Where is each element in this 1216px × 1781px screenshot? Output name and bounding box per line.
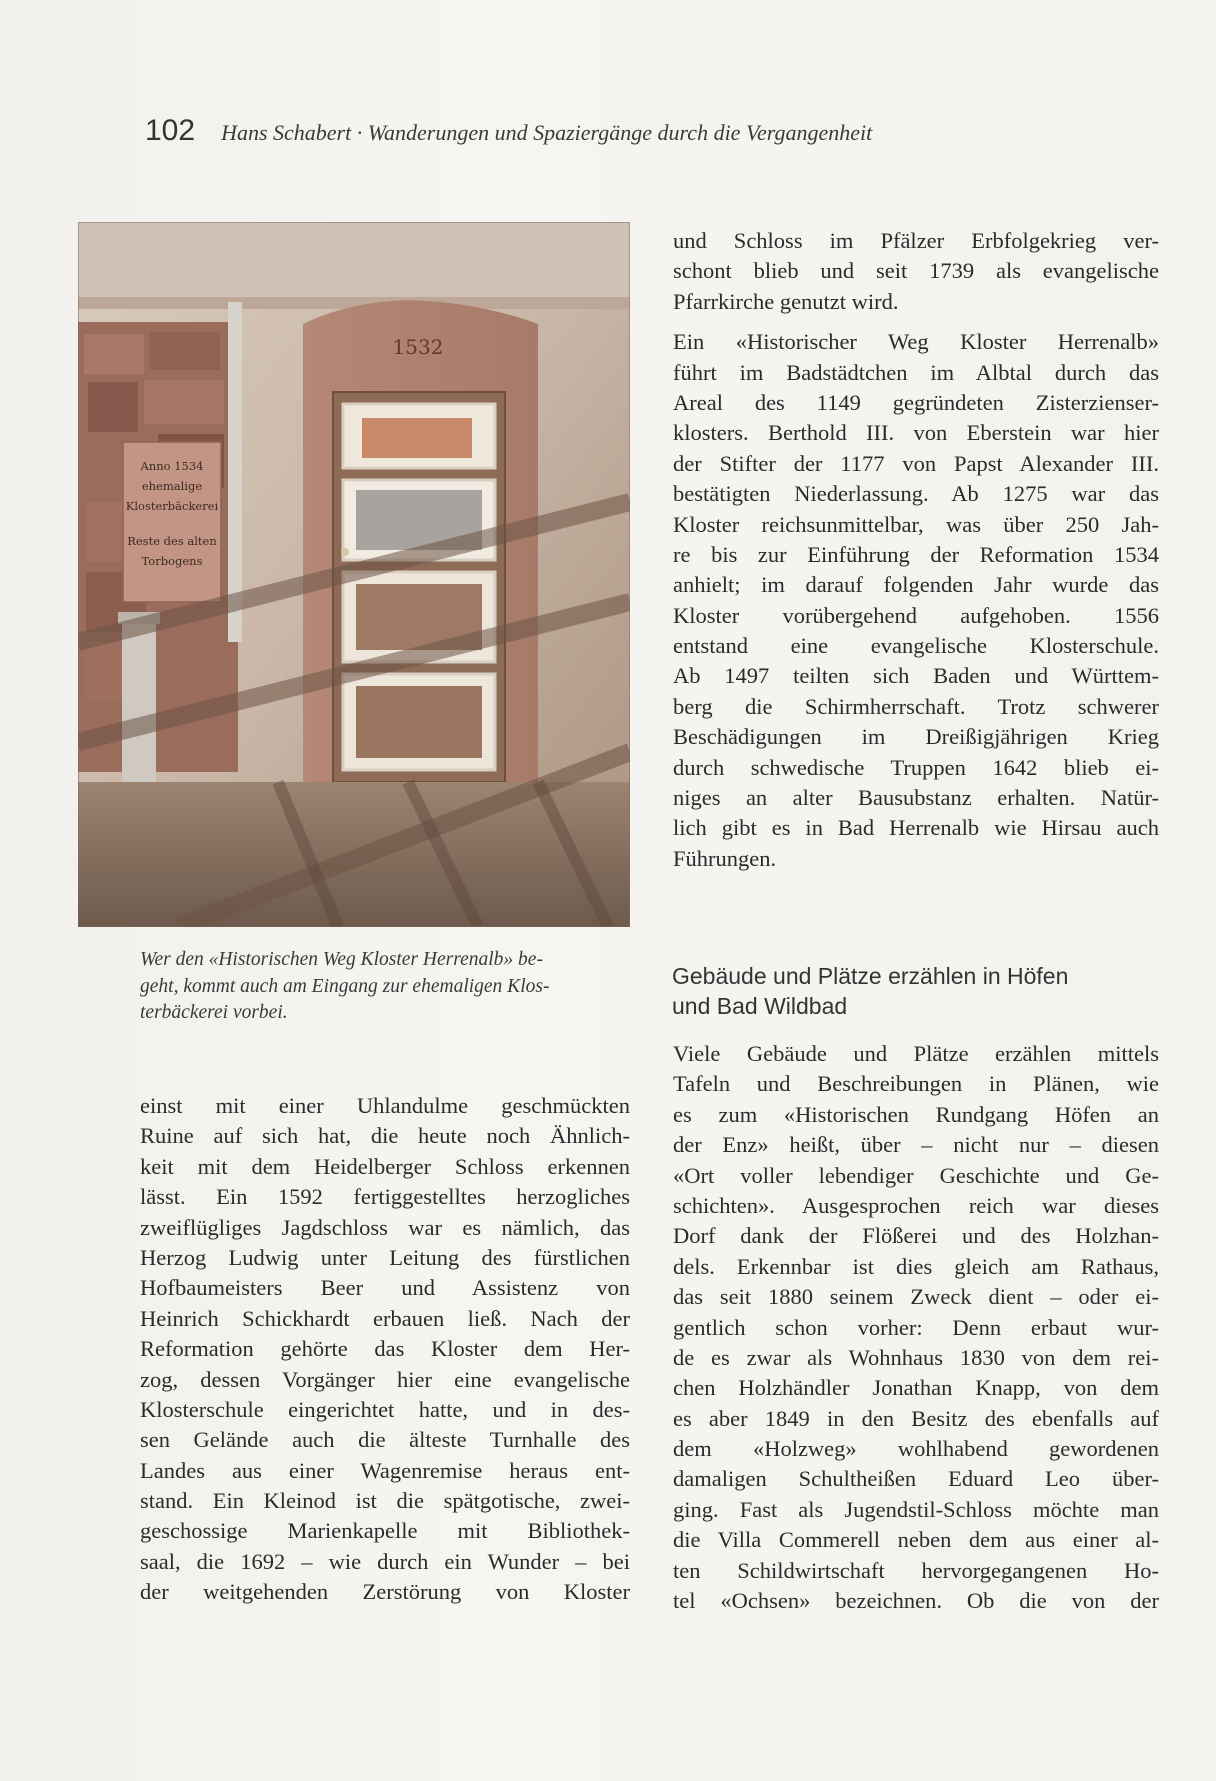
running-head: Hans Schabert · Wanderungen und Spaziergänge durch die Vergangenheit [221, 120, 873, 145]
sign-line-4: Reste des alten [127, 534, 217, 548]
text-line: re bis zur Einführung der Reformation 1534 [673, 541, 1159, 567]
heading-line: Gebäude und Plätze erzählen in Höfen [672, 963, 1069, 989]
text-line: Ruine auf sich hat, die heute noch Ähnlich- [140, 1123, 630, 1149]
text-line: lässt. Ein 1592 fertiggestelltes herzogliches [140, 1184, 630, 1210]
text-line: tel «Ochsen» bezeichnen. Ob die von der [673, 1588, 1159, 1614]
text-line: einst mit einer Uhlandulme geschmückten [140, 1093, 630, 1118]
text-line: schont blieb und seit 1739 als evangelische [673, 258, 1159, 284]
text-line: anhielt; im darauf folgenden Jahr wurde das [673, 572, 1159, 598]
caption-line: terbäckerei vorbei. [140, 1002, 288, 1023]
text-line: die Villa Commerell neben dem aus einer al- [673, 1527, 1159, 1553]
text-line: Hofbaumeisters Beer und Assistenz von [140, 1275, 630, 1301]
text-line: Beschädigungen im Dreißigjährigen Krieg [673, 724, 1159, 750]
text-line: «Ort voller lebendiger Geschichte und Ge- [673, 1162, 1159, 1188]
text-line: es zum «Historischen Rundgang Höfen an [673, 1101, 1159, 1127]
text-line: Reformation gehörte das Kloster dem Her- [140, 1336, 630, 1362]
text-line: der Stifter der 1177 von Papst Alexander III. [673, 450, 1159, 476]
text-line: Viele Gebäude und Plätze erzählen mittels [673, 1041, 1159, 1066]
left-column-text [140, 1091, 630, 1608]
heading-line: und Bad Wildbad [672, 993, 848, 1020]
section-heading [672, 962, 1162, 1023]
text-line: Kloster vorübergehend aufgehoben. 1556 [673, 602, 1159, 628]
right-column-text-upper [673, 226, 1159, 874]
text-line: schichten». Ausgesprochen reich war dieses [673, 1192, 1159, 1218]
text-line: entstand eine evangelische Klosterschule. [673, 633, 1159, 659]
text-line: Dorf dank der Flößerei und des Holzhan- [673, 1223, 1159, 1249]
text-line: niges an alter Bausubstanz erhalten. Natür- [673, 785, 1159, 811]
caption-line: Wer den «Historischen Weg Kloster Herrenalb» be- [140, 949, 543, 970]
text-line: der Enz» heißt, über – nicht nur – diesen [673, 1132, 1159, 1158]
text-line: das seit 1880 seinem Zweck dient – oder ei- [673, 1284, 1159, 1310]
caption-line: geht, kommt auch am Eingang zur ehemaligen Klos- [140, 975, 550, 997]
text-line: der weitgehenden Zerstörung von Kloster [140, 1579, 630, 1605]
text-line: Ein «Historischer Weg Kloster Herrenalb» [673, 329, 1159, 355]
right-column-text-lower [673, 1039, 1159, 1616]
text-line: berg die Schirmherrschaft. Trotz schwerer [673, 693, 1159, 719]
text-line: Führungen. [673, 845, 777, 871]
sign-line-5: Torbogens [141, 554, 203, 568]
text-line: geschossige Marienkapelle mit Bibliothek- [140, 1518, 630, 1544]
text-line: durch schwedische Truppen 1642 blieb ei- [673, 754, 1159, 780]
text-line: und Schloss im Pfälzer Erbfolgekrieg ver- [673, 228, 1159, 253]
text-line: es aber 1849 in den Besitz des ebenfalls auf [673, 1405, 1159, 1431]
text-line: keit mit dem Heidelberger Schloss erkennen [140, 1153, 630, 1179]
sign-line-2: ehemalige [141, 479, 203, 493]
text-line: chen Holzhändler Jonathan Knapp, von dem [673, 1375, 1159, 1401]
text-line: ging. Fast als Jugendstil-Schloss möchte man [673, 1496, 1159, 1522]
text-line: Tafeln und Beschreibungen in Plänen, wie [673, 1071, 1159, 1097]
text-line: lich gibt es in Bad Herrenalb wie Hirsau auch [673, 815, 1159, 841]
text-line: dem «Holzweg» wohlhabend gewordenen [673, 1436, 1159, 1462]
text-line: stand. Ein Kleinod ist die spätgotische, zwei- [140, 1488, 630, 1514]
door-year: 1532 [392, 335, 444, 359]
text-line: Herzog Ludwig unter Leitung des fürstlichen [140, 1244, 630, 1270]
text-line: zweiflügliges Jagdschloss war es nämlich, das [140, 1214, 630, 1240]
text-line: Kloster reichsunmittelbar, was über 250 Jah- [673, 511, 1159, 537]
text-line: führt im Badstädtchen im Albtal durch das [673, 359, 1159, 385]
text-line: zog, dessen Vorgänger hier eine evangelische [140, 1366, 630, 1392]
text-line: klosters. Berthold III. von Eberstein war hier [673, 420, 1159, 446]
text-line: Klosterschule eingerichtet hatte, und in des- [140, 1396, 630, 1422]
text-line: Pfarrkirche genutzt wird. [673, 288, 899, 314]
page-header [145, 114, 1045, 154]
sign-line-1: Anno 1534 [140, 459, 204, 473]
page-number: 102 [145, 114, 196, 147]
photo-caption [140, 947, 630, 1027]
text-line: bestätigten Niederlassung. Ab 1275 war das [673, 481, 1159, 507]
text-line: saal, die 1692 – wie durch ein Wunder – bei [140, 1548, 630, 1574]
text-line: Areal des 1149 gegründeten Zisterzienser- [673, 389, 1159, 415]
text-line: de es zwar als Wohnhaus 1830 von dem rei- [673, 1344, 1159, 1370]
text-line: ten Schildwirtschaft hervorgegangenen Ho- [673, 1557, 1159, 1583]
text-line: Heinrich Schickhardt erbauen ließ. Nach der [140, 1305, 630, 1331]
text-line: Ab 1497 teilten sich Baden und Württem- [673, 663, 1159, 689]
text-line: damaligen Schultheißen Eduard Leo über- [673, 1466, 1159, 1492]
doorway-photo [78, 222, 630, 927]
sign-line-3: Klosterbäckerei [125, 499, 219, 513]
text-line: dels. Erkennbar ist dies gleich am Rathaus, [673, 1253, 1159, 1279]
text-line: gentlich schon vorher: Denn erbaut wur- [673, 1314, 1159, 1340]
text-line: sen Gelände auch die älteste Turnhalle des [140, 1427, 630, 1453]
text-line: Landes aus einer Wagenremise heraus ent- [140, 1457, 630, 1483]
